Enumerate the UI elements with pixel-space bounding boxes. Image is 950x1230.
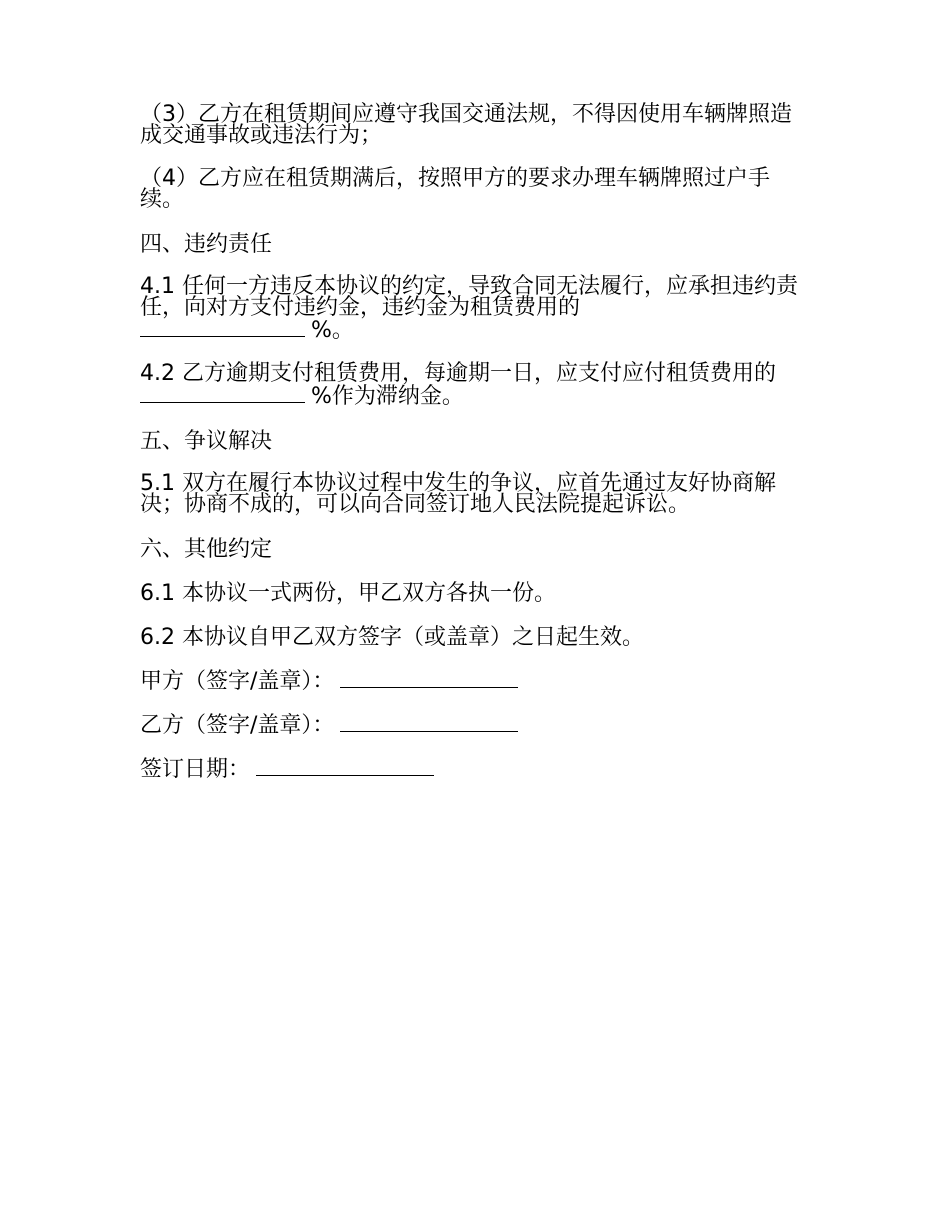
clause-3-text: （3）乙方在租赁期间应遵守我国交通法规，不得因使用车辆牌照造成交通事故或违法行为； (140, 102, 792, 148)
section-heading-breach (140, 232, 810, 258)
section-heading-breach-text: 四、违约责任 (140, 232, 273, 257)
clause-4 (140, 168, 810, 210)
clause-4-1 (140, 276, 810, 341)
clause-5-1-text: 5.1 双方在履行本协议过程中发生的争议，应首先通过友好协商解决；协商不成的，可以向合同签订地人民法院提起诉讼。 (140, 471, 776, 517)
clause-6-1 (140, 581, 810, 607)
clause-6-2 (140, 625, 810, 651)
clause-4-2 (140, 363, 810, 407)
section-heading-other-text: 六、其他约定 (140, 537, 273, 562)
clause-6-1-text: 6.1 本协议一式两份，甲乙双方各执一份。 (140, 581, 556, 606)
signature-party-b-label: 乙方（签字/盖章）： (140, 713, 335, 738)
signature-party-b (140, 713, 810, 739)
signature-party-a-blank[interactable] (340, 669, 518, 688)
clause-4-1-suffix: %。 (311, 318, 354, 343)
clause-4-text: （4）乙方应在租赁期满后，按照甲方的要求办理车辆牌照过户手续。 (140, 166, 770, 212)
signing-date (140, 757, 810, 783)
section-heading-dispute-text: 五、争议解决 (140, 429, 273, 454)
signing-date-label: 签订日期： (140, 757, 251, 782)
section-heading-other (140, 537, 810, 563)
clause-3 (140, 104, 810, 146)
clause-4-1-text: 4.1 任何一方违反本协议的约定，导致合同无法履行，应承担违约责任，向对方支付违约金，违约金为租赁费用的 (140, 274, 798, 320)
document-page (140, 104, 810, 801)
signature-party-a (140, 669, 810, 695)
penalty-rate-blank[interactable] (140, 318, 305, 337)
signing-date-blank[interactable] (256, 757, 434, 776)
clause-4-2-text: 4.2 乙方逾期支付租赁费用，每逾期一日，应支付应付租赁费用的 (140, 361, 776, 386)
signature-party-a-label: 甲方（签字/盖章）： (140, 669, 335, 694)
late-fee-rate-blank[interactable] (140, 384, 305, 403)
signature-party-b-blank[interactable] (340, 713, 518, 732)
section-heading-dispute (140, 429, 810, 455)
clause-4-2-suffix: %作为滞纳金。 (311, 384, 464, 409)
clause-5-1 (140, 473, 810, 515)
clause-6-2-text: 6.2 本协议自甲乙双方签字（或盖章）之日起生效。 (140, 625, 644, 650)
